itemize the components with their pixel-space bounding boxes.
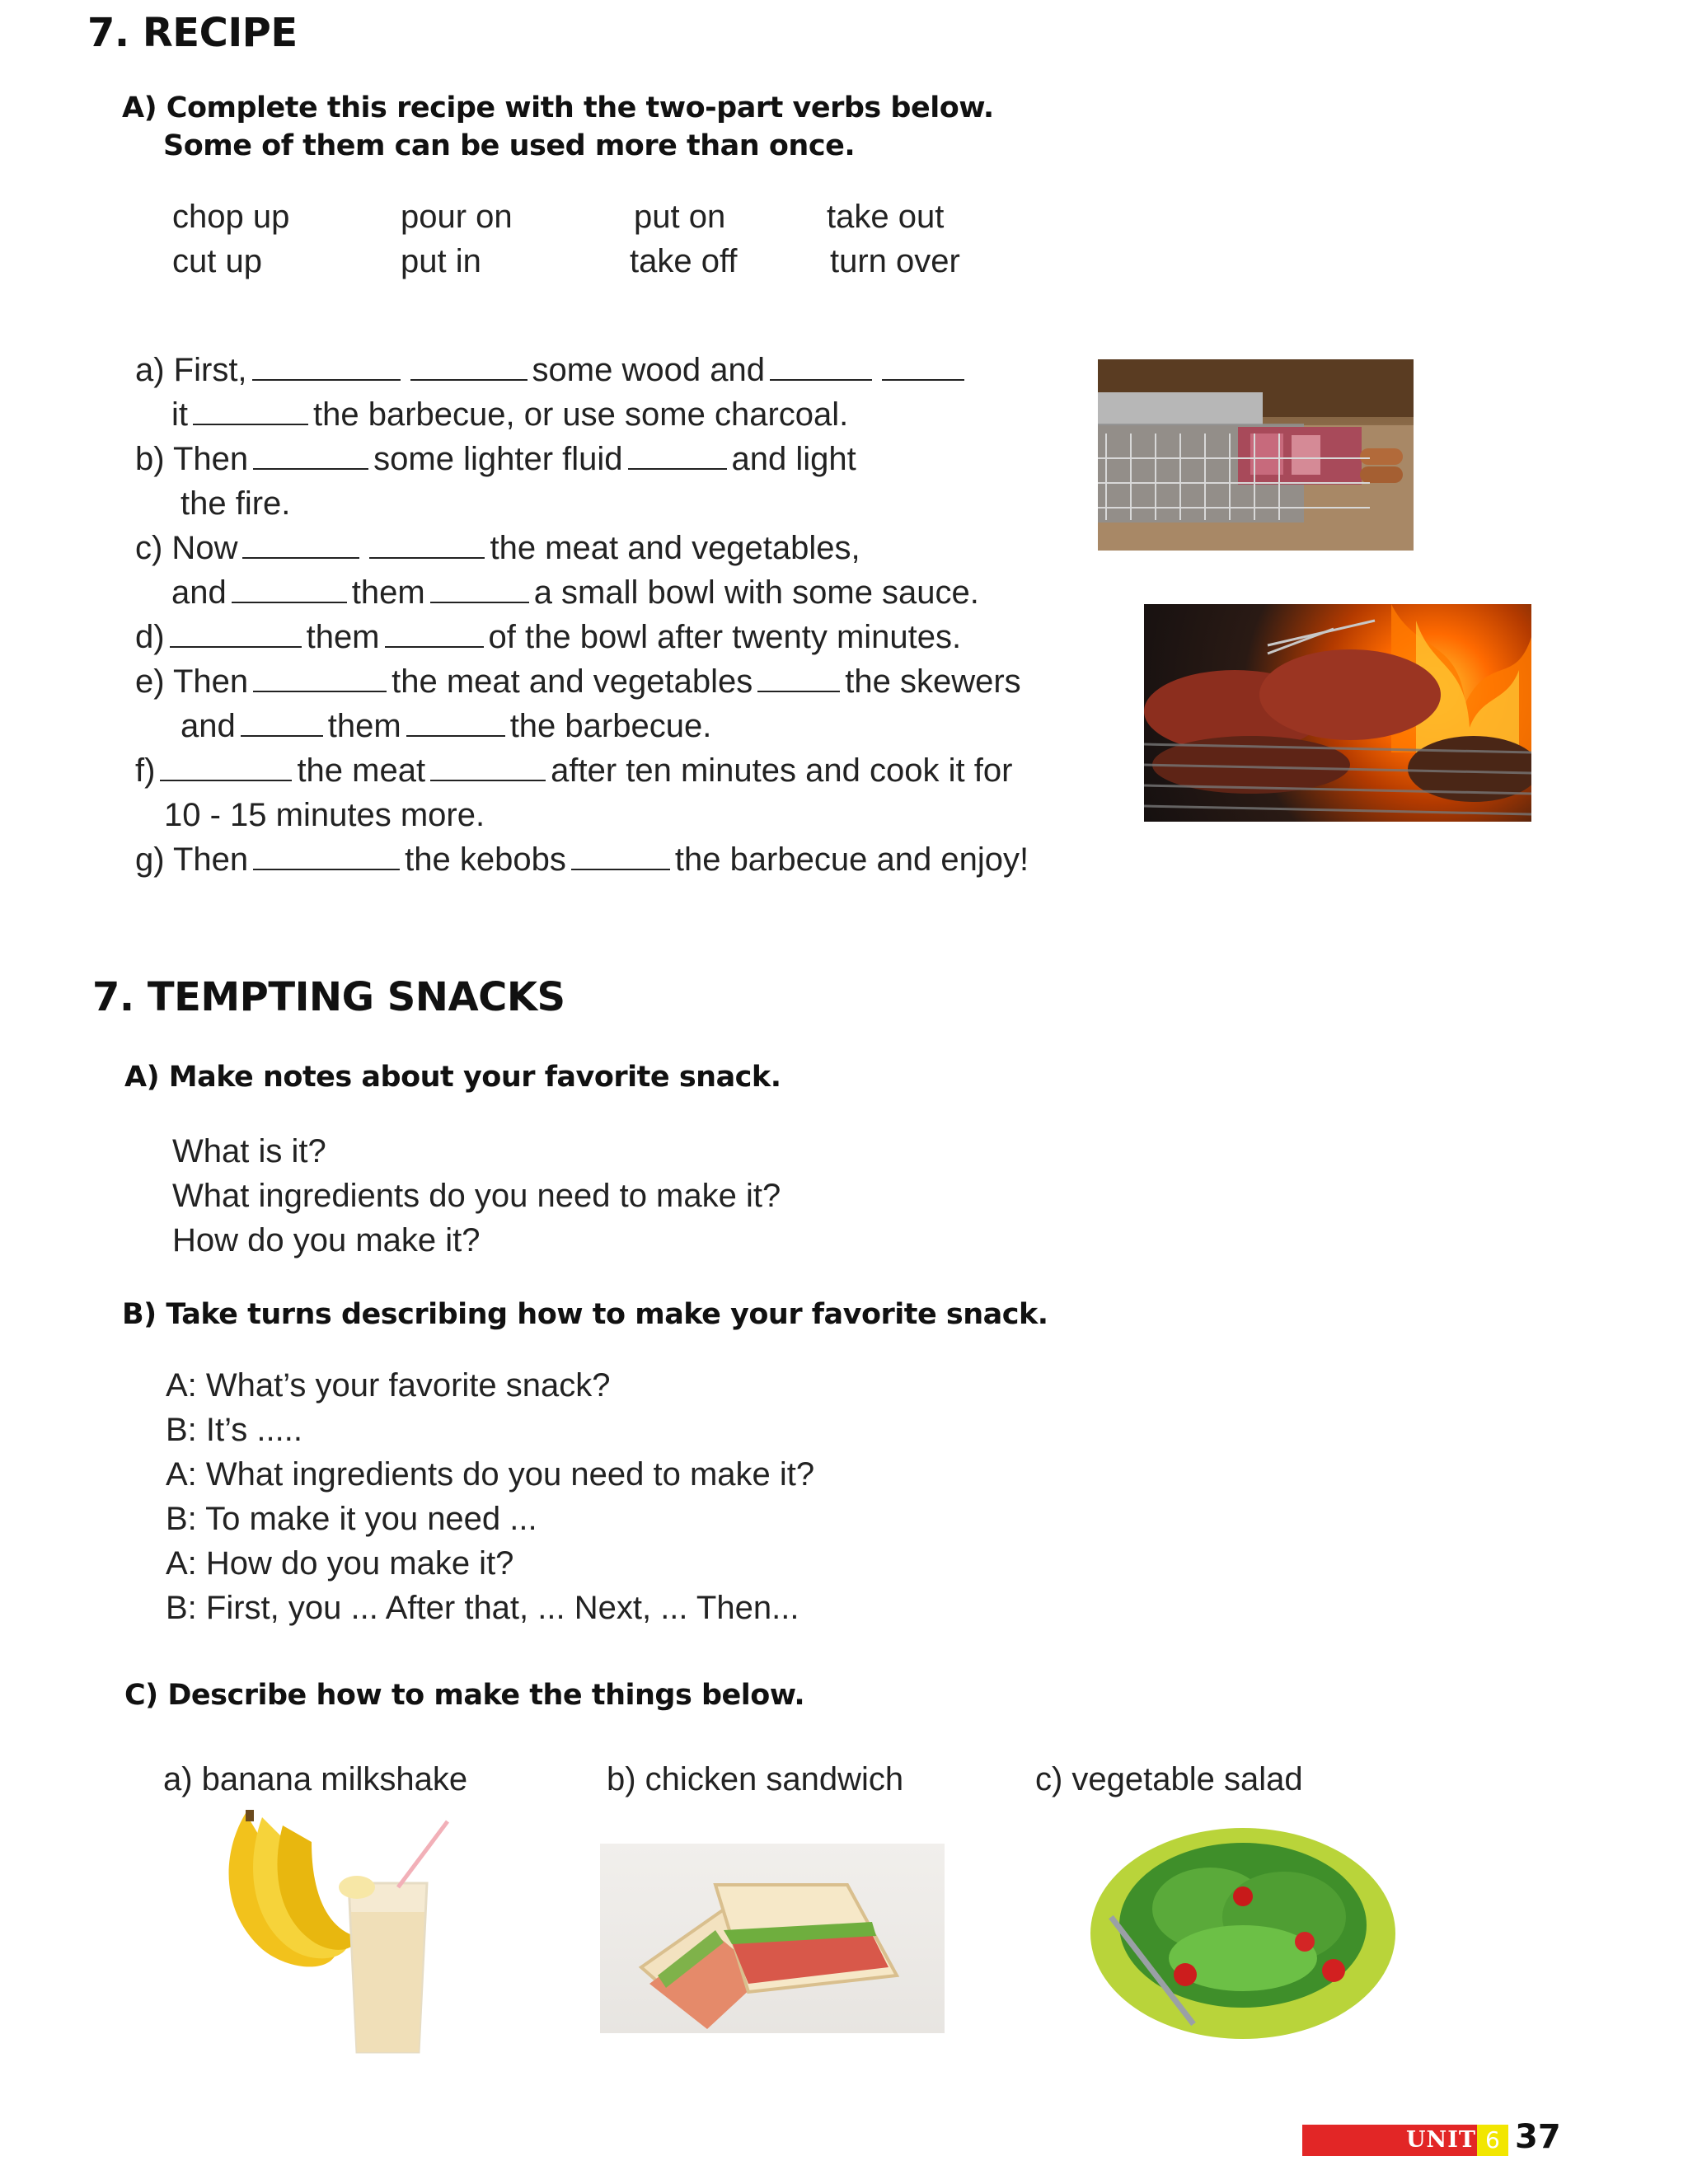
flaming-steak-illustration [1144, 604, 1531, 822]
snacks-question-3: How do you make it? [172, 1222, 481, 1258]
blank[interactable] [757, 668, 840, 692]
recipe-line-e1 [135, 659, 1021, 704]
banana-milkshake-illustration [213, 1805, 460, 2069]
blank[interactable] [253, 445, 368, 470]
dialogue-line-6: B: First, you ... After that, ... Next, ... Then... [166, 1590, 799, 1626]
flaming-steak-photo [1144, 604, 1531, 822]
salad-photo [1086, 1818, 1400, 2049]
blank[interactable] [253, 846, 400, 870]
snack-item-sandwich: b) chicken sandwich [607, 1761, 904, 1797]
dialogue-line-3: A: What ingredients do you need to make it? [166, 1456, 815, 1493]
recipe-text: a small bowl with some sauce. [533, 574, 979, 611]
salad-illustration [1086, 1818, 1400, 2049]
unit-number: 6 [1485, 2126, 1500, 2154]
snack-item-milkshake: a) banana milkshake [163, 1761, 468, 1797]
section-title-recipe: 7. RECIPE [87, 10, 298, 56]
recipe-line-f2: 10 - 15 minutes more. [164, 797, 485, 833]
snacks-partC-instruction: C) Describe how to make the things below. [124, 1679, 805, 1712]
verb-cut-up: cut up [172, 243, 262, 279]
verb-turn-over: turn over [830, 243, 960, 279]
blank[interactable] [252, 356, 401, 381]
section-title-tempting-snacks: 7. TEMPTING SNACKS [92, 974, 565, 1020]
blank[interactable] [770, 356, 872, 381]
verb-take-out: take out [827, 199, 945, 235]
recipe-text: the skewers [845, 663, 1021, 700]
verb-take-off: take off [630, 243, 738, 279]
blank[interactable] [193, 401, 308, 425]
recipe-line-f1 [135, 748, 1012, 793]
snacks-partA-instruction: A) Make notes about your favorite snack. [124, 1061, 781, 1094]
blank[interactable] [232, 579, 347, 603]
blank[interactable] [882, 356, 964, 381]
blank[interactable] [430, 579, 529, 603]
recipe-text: the meat and vegetables, [490, 530, 860, 566]
unit-label: UNIT [1406, 2127, 1476, 2153]
recipe-text: the barbecue. [509, 708, 712, 744]
recipe-line-d1 [135, 615, 961, 659]
blank[interactable] [253, 668, 387, 692]
recipe-instruction-line1: A) Complete this recipe with the two-part verbs below. [122, 91, 994, 124]
recipe-text: them [351, 574, 425, 611]
recipe-text: them [327, 708, 401, 744]
recipe-f-label: f) [135, 752, 156, 789]
recipe-line-c2 [171, 570, 979, 615]
recipe-line-c1 [135, 526, 860, 570]
recipe-line-g1 [135, 837, 1029, 882]
recipe-text: some wood and [532, 352, 765, 388]
recipe-text: the barbecue and enjoy! [674, 841, 1029, 878]
recipe-text: and [171, 574, 227, 611]
recipe-text: and [181, 708, 236, 744]
sandwich-photo [600, 1844, 945, 2068]
recipe-text: the kebobs [405, 841, 566, 878]
recipe-c-label: c) Now [135, 530, 238, 566]
blank[interactable] [242, 534, 359, 559]
sandwich-illustration [600, 1844, 945, 2068]
banana-milkshake-photo [213, 1805, 460, 2069]
recipe-text: after ten minutes and cook it for [551, 752, 1013, 789]
verb-put-on: put on [634, 199, 726, 235]
blank[interactable] [385, 623, 484, 648]
dialogue-line-2: B: It’s ..... [166, 1412, 302, 1448]
dialogue-line-1: A: What’s your favorite snack? [166, 1367, 611, 1404]
blank[interactable] [410, 356, 528, 381]
recipe-text: some lighter fluid [373, 441, 623, 477]
recipe-text: of the bowl after twenty minutes. [488, 619, 962, 655]
verb-put-in: put in [401, 243, 481, 279]
blank[interactable] [628, 445, 727, 470]
blank[interactable] [406, 712, 505, 737]
blank[interactable] [430, 757, 546, 781]
blank[interactable] [571, 846, 670, 870]
blank[interactable] [369, 534, 485, 559]
recipe-text: the barbecue, or use some charcoal. [313, 396, 849, 433]
snacks-question-2: What ingredients do you need to make it? [172, 1178, 781, 1214]
recipe-text: it [171, 396, 188, 433]
recipe-instruction-line2: Some of them can be used more than once. [163, 129, 856, 162]
recipe-line-a1 [135, 348, 969, 392]
snack-item-salad: c) vegetable salad [1035, 1761, 1303, 1797]
recipe-line-e2 [181, 704, 711, 748]
recipe-text: the meat [297, 752, 426, 789]
recipe-e-label: e) Then [135, 663, 249, 700]
recipe-g-label: g) Then [135, 841, 249, 878]
blank[interactable] [160, 757, 292, 781]
recipe-text: and light [731, 441, 856, 477]
recipe-a-label: a) First, [135, 352, 247, 388]
page-number: 37 [1515, 2118, 1561, 2156]
recipe-line-a2 [171, 392, 848, 437]
dialogue-line-5: A: How do you make it? [166, 1545, 514, 1582]
snacks-question-1: What is it? [172, 1133, 326, 1169]
recipe-b-label: b) Then [135, 441, 249, 477]
barbecue-grill-photo [1098, 359, 1414, 551]
recipe-text: them [306, 619, 380, 655]
verb-pour-on: pour on [401, 199, 513, 235]
snacks-partB-instruction: B) Take turns describing how to make your favorite snack. [122, 1298, 1048, 1331]
recipe-d-label: d) [135, 619, 165, 655]
recipe-text: the meat and vegetables [392, 663, 753, 700]
recipe-line-b1 [135, 437, 856, 481]
blank[interactable] [241, 712, 323, 737]
blank[interactable] [170, 623, 302, 648]
recipe-line-b2: the fire. [181, 485, 291, 522]
verb-chop-up: chop up [172, 199, 290, 235]
barbecue-grill-illustration [1098, 359, 1414, 551]
dialogue-line-4: B: To make it you need ... [166, 1501, 537, 1537]
